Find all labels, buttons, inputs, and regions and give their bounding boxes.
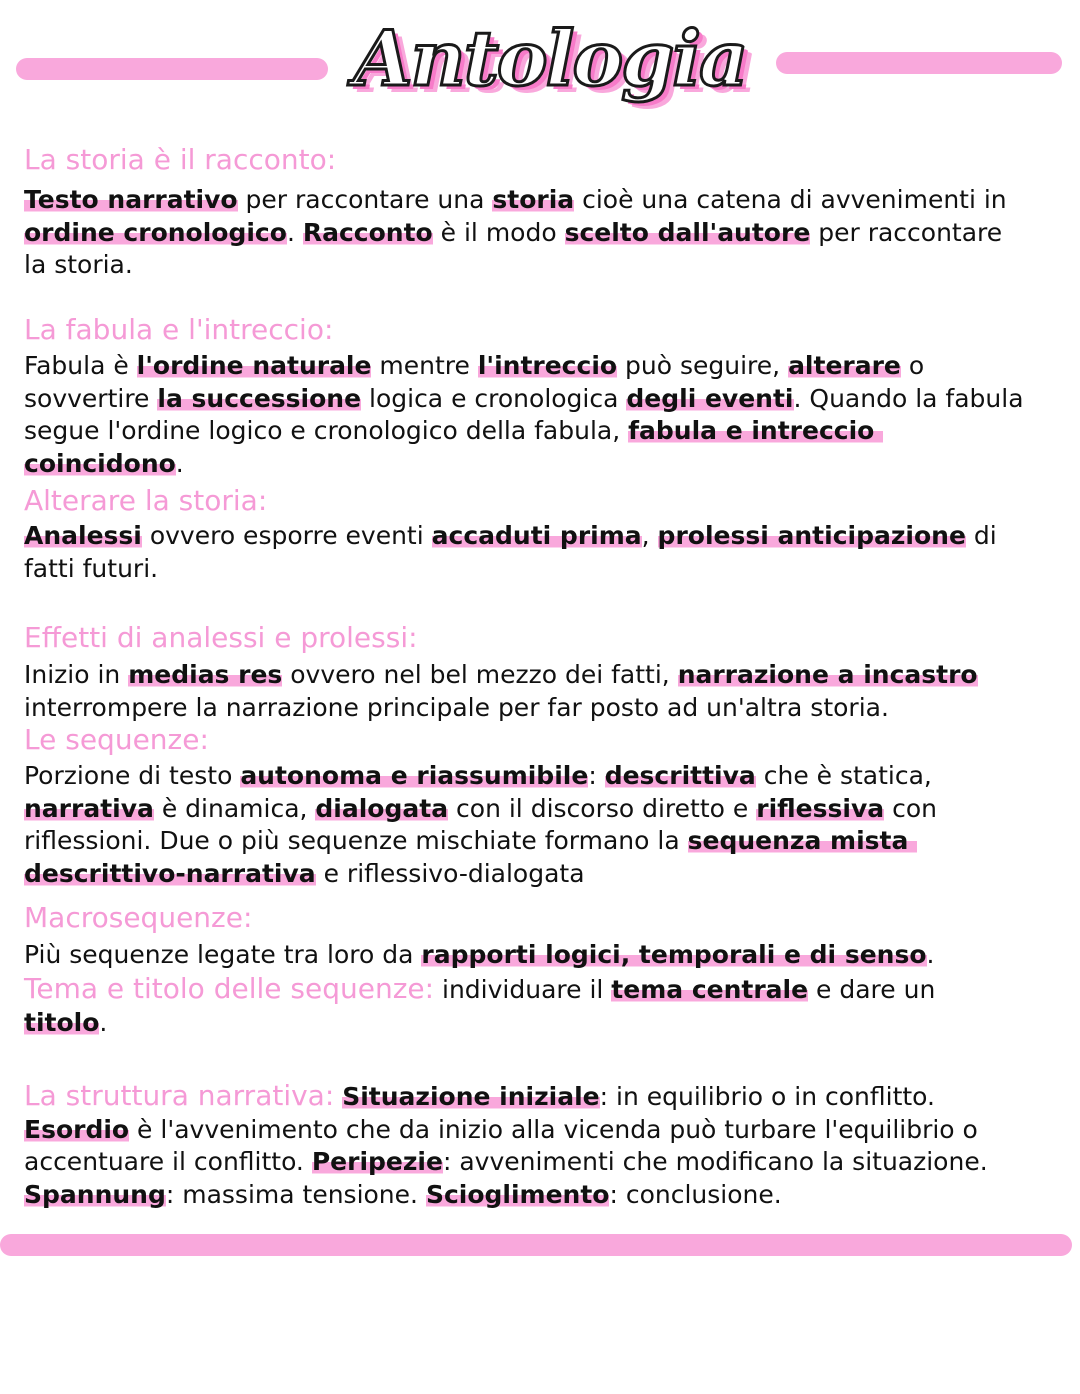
section-heading-fabula-intreccio: La fabula e l'intreccio:: [24, 313, 334, 346]
highlighted-term: storia: [492, 185, 575, 214]
body-text: ovvero nel bel mezzo dei fatti,: [282, 660, 678, 689]
section-body-struttura-narrativa: [24, 1080, 1024, 1211]
highlighted-term: sequenza mista descrittivo-narrativa: [24, 826, 918, 888]
inline-heading: Tema e titolo delle sequenze:: [24, 972, 435, 1005]
body-text: cioè una catena di avvenimenti in: [574, 185, 1015, 214]
highlighted-term: titolo: [24, 1007, 100, 1037]
body-text: .: [926, 940, 935, 969]
body-text: Inizio in: [24, 660, 129, 689]
highlighted-term: dialogata: [315, 793, 449, 823]
section-heading-effetti: Effetti di analessi e prolessi:: [24, 621, 418, 654]
body-text: ovvero esporre eventi: [141, 521, 432, 550]
highlighted-term: tema centrale: [611, 975, 809, 1004]
highlighted-term: Peripezie: [311, 1147, 443, 1176]
highlighted-term: Situazione iniziale: [342, 1082, 600, 1111]
decorative-bar-right: [776, 52, 1062, 74]
body-text: Fabula è: [24, 351, 137, 380]
body-text: per raccontare una: [237, 185, 493, 214]
body-text: può seguire,: [617, 351, 789, 380]
body-text: :: [588, 761, 605, 790]
page-title: Antologia: [353, 14, 747, 103]
body-text: .: [99, 1007, 108, 1037]
highlighted-term: narrativa: [24, 793, 154, 823]
body-text: e dare un: [808, 975, 944, 1004]
body-text: : avvenimenti che modificano la situazione.: [442, 1147, 996, 1176]
body-text: .: [286, 217, 303, 247]
section-heading-sequenze: Le sequenze:: [24, 723, 209, 756]
body-text: . Quando la fabula segue l'ordine logico e cronologico della fabula,: [24, 383, 1032, 445]
decorative-bar-left: [16, 58, 328, 80]
body-text: logica e cronologica: [361, 383, 627, 413]
highlighted-term: Racconto: [302, 217, 433, 247]
section-heading-macrosequenze: Macrosequenze:: [24, 901, 253, 934]
body-text: per raccontare la storia.: [24, 217, 1011, 279]
body-text: è l'avvenimento che da inizio alla vicenda può turbare l'equilibrio o accentuare il conflitto.: [24, 1114, 986, 1176]
highlighted-term: descrittiva: [604, 761, 756, 790]
body-text: Più sequenze legate tra loro da: [24, 940, 422, 969]
section-body-alterare-storia: [24, 520, 1024, 585]
highlighted-term: Scioglimento: [425, 1179, 610, 1209]
body-text: è dinamica,: [153, 793, 316, 823]
highlighted-term: Esordio: [24, 1114, 130, 1144]
highlighted-term: narrazione a incastro: [677, 660, 978, 689]
highlighted-term: l'intreccio: [477, 351, 618, 380]
body-text: con il discorso diretto e: [448, 793, 757, 823]
section-body-sequenze: [24, 760, 1024, 890]
highlighted-term: ordine cronologico: [24, 217, 287, 247]
body-text: ,: [641, 521, 658, 550]
highlighted-term: l'ordine naturale: [136, 351, 372, 380]
section-body-storia-racconto: [24, 184, 1024, 282]
section-body-macrosequenze: [24, 939, 1024, 972]
highlighted-term: accaduti prima: [431, 521, 642, 550]
highlighted-term: degli eventi: [626, 383, 794, 413]
highlighted-term: rapporti logici, temporali e di senso: [421, 940, 927, 969]
decorative-bar-bottom: [0, 1234, 1072, 1256]
body-text: : conclusione.: [609, 1179, 782, 1209]
highlighted-term: alterare: [788, 351, 901, 380]
body-text: individuare il: [434, 975, 612, 1004]
highlighted-term: prolessi anticipazione: [657, 521, 966, 550]
highlighted-term: fabula e intreccio coincidono: [24, 416, 884, 478]
body-text: di fatti futuri.: [24, 521, 1005, 583]
body-text: o sovvertire: [24, 351, 933, 413]
highlighted-term: autonoma e riassumibile: [240, 761, 589, 790]
section-heading-alterare-storia: Alterare la storia:: [24, 484, 268, 517]
body-text: interrompere la narrazione principale per far posto ad un'altra storia.: [24, 660, 986, 722]
section-body-tema-titolo: [24, 973, 1024, 1039]
highlighted-term: Testo narrativo: [24, 185, 238, 214]
section-body-effetti: [24, 659, 1024, 724]
highlighted-term: riflessiva: [756, 793, 885, 823]
body-text: che è statica,: [755, 761, 940, 790]
highlighted-term: Spannung: [24, 1179, 166, 1209]
section-heading-storia-racconto: La storia è il racconto:: [24, 143, 337, 176]
body-text: : in equilibrio o in conflitto.: [599, 1082, 943, 1111]
highlighted-term: Analessi: [24, 521, 142, 550]
body-text: .: [175, 448, 184, 478]
section-body-fabula-intreccio: [24, 350, 1032, 480]
inline-heading: La struttura narrativa:: [24, 1079, 335, 1112]
highlighted-term: medias res: [128, 660, 283, 689]
body-text: Porzione di testo: [24, 761, 241, 790]
highlighted-term: la successione: [157, 383, 362, 413]
highlighted-term: scelto dall'autore: [564, 217, 811, 247]
body-text: con riflessioni. Due o più sequenze mischiate formano la: [24, 793, 945, 855]
body-text: e riflessivo-dialogata: [315, 858, 585, 888]
body-text: : massima tensione.: [165, 1179, 426, 1209]
body-text: è il modo: [432, 217, 565, 247]
body-text: mentre: [371, 351, 478, 380]
